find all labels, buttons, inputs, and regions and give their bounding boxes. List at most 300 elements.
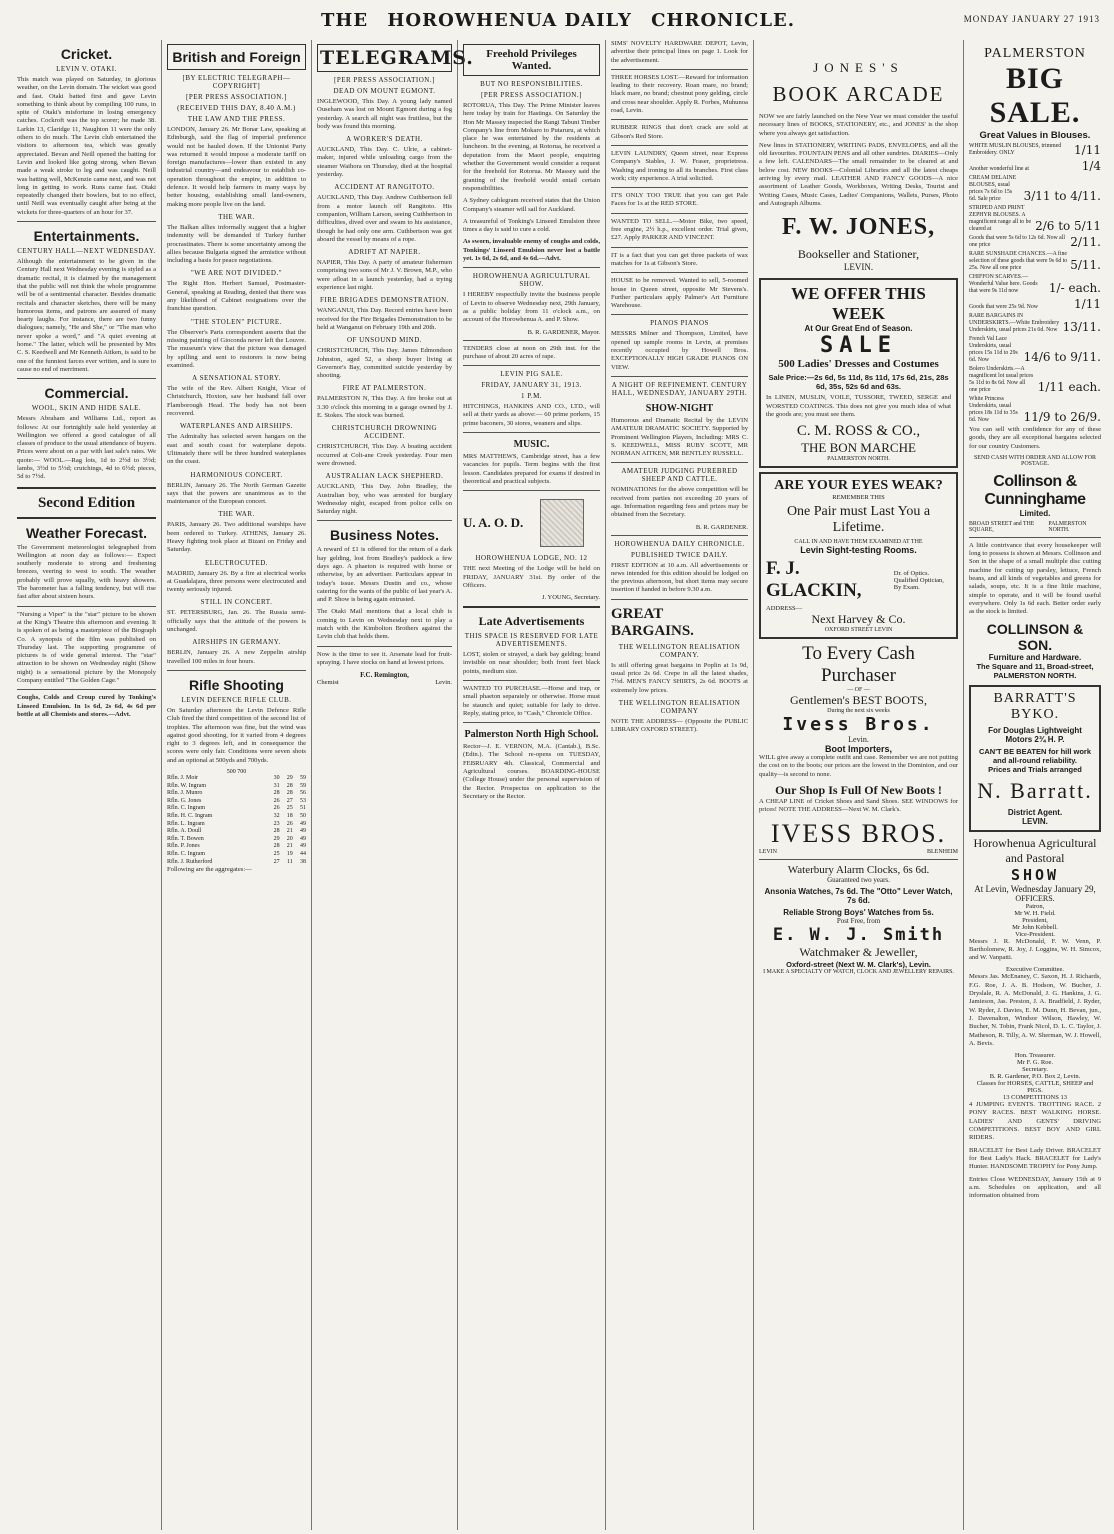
score-700: 21 — [286, 828, 293, 835]
great-bargains-heading: GREAT BARGAINS. — [611, 605, 694, 639]
divider — [463, 680, 600, 681]
score-name: Rfln. J. Rutherford — [167, 858, 213, 865]
motor-bike-notice: WANTED TO SELL.—Motor Bike, two speed, free engine, 2½ h.p., excellent order. Trial given, £27. Apply PARKER AND VINCENT. — [611, 217, 748, 242]
pianos-notice: MESSRS Milner and Thompson, Limited, have opened up sample rooms in Levin, at premises recently occupied by Howell Bros. EXCEPTIONALLY HIGH GRADE PIANOS ON VIEW. — [611, 330, 748, 371]
still-concert-heading: STILL IN CONCERT. — [200, 598, 273, 607]
uaod-emblem-image — [540, 499, 584, 547]
price-line-text: Goods that were 5s 6d to 12s 6d. Now all one price — [969, 235, 1065, 248]
laundry-notice: LEVIN LAUNDRY, Queen street, near Express Company's Stables, J. W. Fraser, proprietress. Washing and ironing to all its branches. First class work; city experience. A trial solicited. — [611, 149, 748, 182]
score-total: 59 — [300, 775, 306, 782]
price-line — [969, 336, 1101, 364]
score-total: 49 — [300, 820, 306, 827]
t4-heading: ADRIFT AT NAPIER. — [348, 248, 421, 257]
remington-ad: Now is the time to see it. Arsenate lead for fruit-spraying. I have stocks on hand at lowest prices. — [317, 650, 452, 666]
coughs-notice: Coughs, Colds and Croup cured by Tonking's Linseed Emulsion. In 1s 6d, 2s 6d, 4s 6d per bottle at all Chemists and stores.—Advt. — [17, 694, 156, 718]
t4-report: NAPIER, This Day. A party of amateur fishermen comprising two sons of Mr J. V. Brown, M.P., who were afloat in a launch yesterday, had a trying experience last night. — [317, 259, 452, 292]
sensational-heading: A SENSATIONAL STORY. — [192, 374, 281, 383]
otaki-mail-report: The Otaki Mail mentions that a local club is coming to Levin on Wednesday next to play a match with the Kimbolton Brothers against the Levin club that holds them. — [317, 608, 452, 641]
during-weeks: During the next six weeks — [827, 708, 890, 715]
score-name: Rfln. A. Doull — [167, 828, 202, 835]
jones-sub: Bookseller and Stationer, — [797, 247, 920, 262]
post-free: Post Free, from — [836, 916, 881, 925]
ross-name: C. M. ROSS & CO., — [796, 423, 921, 440]
column-freehold — [458, 40, 606, 1530]
call-in-note: CALL IN AND HAVE THEM EXAMINED AT THE — [794, 539, 923, 546]
price-line — [969, 297, 1101, 311]
palmerston-north: PALMERSTON NORTH. — [1048, 520, 1087, 533]
rifle-report: On Saturday afternoon the Levin Defence Rifle Club fired the third competition of the second list of trophies. The afternoon was fine, but the wind was against good shooting, for it varied from 4 degrees right to 3 degrees left, and in consequence the scores were only fair. Conditions were seven shots and an optional at 500yds and 700yds. — [167, 706, 306, 764]
patron-label: Patron, — [1025, 902, 1045, 910]
secretary-name: B. R. Gardener, P.O. Box 2, Levin. — [989, 1073, 1081, 1081]
shop-full: Our Shop Is Full Of New Boots ! — [775, 783, 942, 798]
divider — [17, 487, 156, 489]
price-line-price: 1/11 — [1074, 297, 1101, 311]
commercial-report: Messrs Abraham and Williams Ltd., report as follows: At our fortnightly sale held yesterday at Wellington we offered a good catalogue of all classes of produce to the usual attendance of buyers. Prices were about on a par with last sale's rates. We quote:— WOOL.—Rag lots, 1d to 2½d to 3½d; lambs, 3½d to 5½d; crutchings, 4d to 6½d; pieces, 5d to 7½d. — [17, 415, 156, 481]
t1-report: INGLEWOOD, This Day. A young lady named Ouseham was lost on Mount Egmont during a fog yesterday. A search all night was fruitless, but the body was found this morning. — [317, 98, 452, 130]
score-row — [167, 790, 306, 798]
not-divided-heading: "WE ARE NOT DIVIDED." — [190, 269, 283, 278]
ivess-levin: Levin. — [848, 735, 869, 745]
score-name: Rfln. J. Moir — [167, 775, 199, 782]
sight-rooms: Levin Sight-testing Rooms. — [800, 545, 917, 556]
send-cash-note: SEND CASH WITH ORDER AND ALLOW FOR POSTAGE. — [973, 454, 1097, 467]
t7-report: PALMERSTON N, This Day. A fire broke out at 3.30 o'clock this morning in a garage owned by J. E. Stokes. The stock was burned. — [317, 395, 452, 420]
stolen-picture-heading: "THE STOLEN" PICTURE. — [191, 317, 282, 326]
war2-report: PARIS, January 26. Two additional warships have been ordered to Turkey. ATHENS, January 26. Heavy fighting took place at Bizani on Friday and Saturday. — [167, 521, 306, 554]
rifle-heading: Rifle Shooting — [189, 676, 284, 693]
score-500: 30 — [273, 775, 280, 782]
only-true-notice: IT'S ONLY TOO TRUE that you can get Pale Faces for 1s at the RED STORE. — [611, 192, 748, 208]
title-horowhenua: HOROWHENUA DAILY — [387, 10, 632, 31]
commercial-heading: Commercial. — [44, 385, 129, 402]
score-name: Rfln. H. C. Ingram — [167, 813, 213, 819]
price-line — [969, 274, 1101, 295]
law-press-report: LONDON, January 26. Mr Bonar Law, speaking at Edinburgh, said the flag of imperial preference would not be hauled down. If the Unionist Party was returned it would impose a moderate tariff on foreign manufactures—lower than existed in any industrial country—and endeavour to establish co-operation throughout the empire, in addition to defence. It would help farmers in many ways by better housing, establishing small land-owners, making more people live on the land. — [167, 126, 306, 208]
agri-heading: HOROWHENUA AGRICULTURAL SHOW. — [472, 272, 591, 289]
watchmaker: Watchmaker & Jeweller, — [799, 944, 918, 959]
pig-sale-time: 1 P.M. — [520, 392, 543, 401]
score-500: 26 — [273, 797, 280, 804]
late-ads-sub: THIS SPACE IS RESERVED FOR LATE ADVERTISEMENTS. — [464, 632, 599, 649]
sims-notice: SIMS' NOVELTY HARDWARE DEPOT, Levin, advertise their principal lines on page 1. Look for the advertisement. — [611, 40, 748, 64]
pianos-heading: PIANOS PIANOS — [650, 319, 709, 328]
score-500: 26 — [273, 805, 280, 812]
freehold-sub2: [PER PRESS ASSOCIATION.] — [481, 91, 582, 99]
wellington-heading: THE WELLINGTON REALISATION COMPANY. — [618, 642, 741, 659]
law-press-heading: THE LAW AND THE PRESS. — [187, 115, 286, 123]
score-700: 26 — [286, 820, 293, 827]
divider — [463, 365, 600, 366]
remington-footer — [317, 679, 452, 686]
score-row — [167, 859, 306, 867]
score-700: 18 — [286, 813, 293, 819]
gents-boots: Gentlemen's BEST BOOTS, — [790, 693, 927, 708]
score-700: 27 — [286, 797, 293, 804]
airships-report: BERLIN, January 26. A new Zeppelin airship travelled 100 miles in four hours. — [167, 649, 306, 665]
t9-report: AUCKLAND, This Day. John Bradley, the Australian boy, who was arrested for burglary Wednesday night, escaped from police cells on Saturday night. — [317, 483, 452, 516]
chronicle-sub: PUBLISHED TWICE DAILY. — [631, 550, 728, 559]
offer-heading: WE OFFER THIS WEEK — [791, 284, 926, 324]
glackin-name: F. J. GLACKIN, — [766, 558, 862, 602]
vice-president-label: Vice-President. — [1015, 930, 1055, 938]
score-name: Rfln. C. Ingram — [167, 805, 205, 812]
entertainments-report: Although the entertainment to be given in the Century Hall next Wednesday evening is styled as a dramatic recital, it is claimed by the management that the public will not think the whole programme will be of a sentimental character. Besides dramatic recitals and character sketches, there will be many humorous items, and patrons are assured of many hearty laughs. For instance, there are two funny dialogues; namely, "He and She," or "The man who never spoke a word," and "A quiet evening at home." The latter, which will be presented by Mrs C. S. Keedwell and Mr Kenneth Aitken, is said to be one of the funniest farces ever written, and is sure to cause no end of merriment. — [17, 258, 156, 373]
price-line-price: 2/11. — [1070, 235, 1101, 249]
cash-line-2: Purchaser — [821, 665, 896, 687]
divider — [611, 314, 748, 315]
price-line-text: Bolero Underskirts.—A magnificent lot usual prices 5s 11d to 8s 6d. Now all one price — [969, 366, 1034, 393]
refinement-heading: A NIGHT OF REFINEMENT. CENTURY HALL, WEDNESDAY, JANUARY 29TH. — [611, 380, 748, 397]
divider — [17, 606, 156, 607]
price-line-price: 1/4 — [1081, 159, 1101, 173]
weather-heading: Weather Forecast. — [25, 524, 148, 541]
price-line-text: Another wonderful line at — [969, 166, 1030, 172]
score-row — [167, 828, 306, 836]
divider — [969, 537, 1101, 538]
agri-notice: I HEREBY respectfully invite the business people of Levin to observe Wednesday next, 29th January, as a public holiday from 11 o'clock a.m., on account of the Horowhenua A. and P. Show. — [463, 291, 600, 324]
t8-report: CHRISTCHURCH, This Day. A boating accident occurred at Colt-ane Creek yesterday. Four men were drowned. — [317, 443, 452, 467]
price-line-text: Goods that were 25s 9d. Now — [969, 304, 1038, 310]
entertainments-subheading: CENTURY HALL—NEXT WEDNESDAY. — [17, 247, 156, 256]
agent-town: LEVIN. — [1022, 816, 1048, 826]
score-500: 23 — [273, 820, 280, 827]
sensational-report: The wife of the Rev. Albert Knight, Vicar of Christchurch, Hoxton, saw her husband fall over Flamborough Head. The body has not been recovered. — [167, 385, 306, 418]
uaod-heading: U. A. O. D. — [463, 515, 524, 531]
waterplanes-report: The Admiralty has selected seven hangars on the east and south coast for waterplane depots. Ultimately there will be three hundred waterplanes on the coast. — [167, 433, 306, 466]
smith-name: E. W. J. Smith — [772, 924, 945, 945]
divider — [611, 376, 748, 377]
divider — [611, 213, 748, 214]
masthead — [10, 4, 1106, 38]
british-foreign-heading: British and Foreign — [172, 49, 301, 65]
president-name: Mr John Kebbell. — [1012, 923, 1058, 931]
matches-notice: IT is a fact that you can get three packets of wax matches for 1s at Gibson's Store. — [611, 251, 748, 267]
score-row — [167, 805, 306, 813]
collinson-son: COLLINSON & SON. — [986, 620, 1084, 653]
smith-address: Oxford-street (Next W. M. Clark's), Levin. — [786, 959, 931, 969]
amateur-sign: B. R. GARDENER. — [695, 523, 748, 531]
price-line-text: White Princess Underskirts, usual prices 18s 11d to 35s 6d. Now — [969, 396, 1018, 423]
t5-heading: FIRE BRIGADES DEMONSTRATION. — [320, 296, 449, 305]
show-date: At Levin, Wednesday January 29, — [974, 883, 1096, 894]
price-line — [969, 175, 1101, 203]
t7-heading: FIRE AT PALMERSTON. — [342, 384, 427, 393]
price-line-price: 14/6 to 9/11. — [1023, 350, 1101, 364]
remington-town: Levin. — [435, 679, 452, 687]
aggregates-note: Following are the aggregates:— — [167, 866, 252, 874]
t9-heading: AUSTRALIAN LACK SHEPHERD. — [325, 472, 444, 481]
still-concert-report: ST. PETERSBURG, Jan. 26. The Russia semi-officially says that the attitude of the powers is unchanged. — [167, 609, 306, 634]
telegrams-sub: [PER PRESS ASSOCIATION.] — [334, 76, 435, 84]
british-foreign-header — [167, 44, 306, 70]
score-500: 28 — [273, 790, 280, 797]
price-line-text: RARE SUNSHADE CHANCES.—A fine selection of these goods that were 9s 6d to 25s. Now all one price — [969, 251, 1068, 271]
column-local-news — [12, 40, 162, 1530]
show-night-heading: SHOW-NIGHT — [645, 402, 714, 414]
divider — [611, 272, 748, 273]
jones-name: F. W. JONES, — [781, 214, 936, 241]
price-line-price: 1/11 — [1074, 143, 1101, 157]
divider — [463, 432, 600, 433]
officers-heading: OFFICERS. — [1015, 893, 1055, 903]
bon-marche-ad — [759, 278, 958, 468]
t2-report: AUCKLAND, This Day. C. Ulrie, a cabinet-maker, injured while unloading cargo from the steamer Waihora on Thursday, died at the hospital yesterday. — [317, 146, 452, 179]
price-line-price: 5/11. — [1070, 258, 1101, 272]
broad-street-row — [969, 521, 1101, 533]
score-700: 20 — [286, 835, 293, 842]
price-line — [969, 205, 1101, 233]
remington-tag: Chemist — [317, 679, 339, 687]
barratt-name: N. Barratt. — [977, 777, 1093, 803]
score-500: 32 — [273, 813, 280, 819]
divider — [17, 378, 156, 379]
ivess-town-levin: LEVIN — [759, 848, 777, 855]
horses-lost-notice: THREE HORSES LOST.—Reward for information leading to their recovery. Roan mare, no brand; black mare, no brand; chestnut pony gelding, circle and cross near shoulder. Apply R. Forbes, Muhunoa road, Levin. — [611, 73, 748, 115]
score-total: 38 — [300, 858, 306, 865]
price-line-price: 1/- each. — [1048, 281, 1101, 295]
war2-heading: THE WAR. — [218, 510, 255, 519]
cant-be-beaten: CAN'T BE BEATEN for hill work and all-round reliability. — [978, 746, 1092, 765]
eyes-heading: ARE YOUR EYES WEAK? — [774, 478, 943, 494]
douglas-motors: For Douglas Lightweight Motors 2¾ H. P. — [988, 725, 1082, 744]
column-display-ads — [754, 40, 964, 1530]
shop-body: A CHEAP LINE of Cricket Shoes and Sand Shoes. SEE WINDOWS for prices! NOTE THE ADDRESS—Next W. M. Clark's. — [759, 798, 958, 814]
electrocuted-report: MADRID, January 26. By a fire at electrical works at Guadalajara, three persons were electrocuted and twenty seriously injured. — [167, 569, 306, 594]
of-line: — OF — — [847, 687, 870, 694]
price-line-price: 1/11 each. — [1037, 380, 1101, 394]
tenders-notice: TENDERS close at noon on 29th inst. for the purchase of about 20 acres of rape. — [463, 344, 600, 360]
title-the: THE — [321, 10, 369, 31]
price-line-text: CHIFFON SCARVES.—Wonderful Value here. Goods that were 9s 11d now — [969, 274, 1038, 294]
district-agent: District Agent. — [1007, 807, 1063, 817]
ivess-towns — [759, 849, 958, 855]
divider — [611, 119, 748, 120]
telegrams-heading: TELEGRAMS. — [320, 47, 474, 69]
reliable-watches: Reliable Strong Boys' Watches from 5s. — [783, 907, 934, 917]
score-700: 28 — [286, 790, 293, 797]
sale-note: You can sell with confidence for any of these goods, they are all exceptional bargains selected for our country Customers. — [969, 426, 1101, 450]
bon-marche-town: PALMERSTON NORTH. — [827, 456, 890, 463]
contrivance-notice: A little contrivance that every housekeeper will long to possess is shown at Messrs. Collinson and Son in the shape of a small multiple disc cutting machine for cutting up parsley, lettuce, French beans, and all kinds of vegetables and greens for salads, soups, etc. It is a fine little machine, simple to operate, and it will be found useful everywhere. Only 1s 6d each. Better order early as the stock is limited. — [969, 541, 1101, 616]
pig-sale-heading: LEVIN PIG SALE. — [500, 370, 563, 379]
cash-line-1: To Every Cash — [802, 643, 915, 665]
score-total: 56 — [300, 790, 306, 797]
emulsion-ad: As sworn, invaluable enemy of coughs and colds, Tonkings' Linseed Emulsion never lost a battle yet. 1s 6d, 2s 6d, and 4s 6d.—Advt. — [463, 238, 600, 263]
ansonia-watches: Ansonia Watches, 7s 6d. The "Otto" Lever Watch, 7s 6d. — [764, 886, 953, 905]
glackin-ad — [759, 472, 958, 639]
jones-town: LEVIN. — [843, 262, 874, 273]
remember-note: REMEMBER THIS — [832, 494, 885, 502]
president-label: President, — [1022, 916, 1048, 924]
waterplanes-heading: WATERPLANES AND AIRSHIPS. — [179, 422, 294, 431]
column-british-foreign — [162, 40, 312, 1530]
price-line-text: STRIPED AND PRINT ZEPHYR BLOUSES. A magnificent range all to be cleared at — [969, 205, 1032, 232]
lodge-sign: J. YOUNG, Secretary. — [541, 594, 600, 602]
stolen-picture-report: The Observer's Paris correspondent asserts that the missing painting of Gioconda never left the Louvre. The museum's view that the picture was damaged by spilling and sent to restorers is now being examined. — [167, 328, 306, 369]
collinson-cunninghame: Collinson & Cunninghame — [984, 472, 1086, 508]
received-note: (RECEIVED THIS DAY, 8.40 A.M.) — [177, 104, 296, 112]
byko-heading: BARRATT'S BYKO. — [993, 690, 1077, 722]
wellington-address: NOTE THE ADDRESS— (Opposite the PUBLIC LIBRARY OXFORD STREET). — [611, 717, 748, 734]
divider — [463, 606, 600, 608]
limited: Limited. — [1019, 508, 1051, 518]
pig-sale-date: FRIDAY, JANUARY 31, 1913. — [481, 381, 582, 390]
price-line-price: 11/9 to 26/9. — [1023, 410, 1101, 424]
column-palmerston-ads — [964, 40, 1106, 1530]
score-500: 27 — [273, 858, 280, 865]
jones-lines: New lines in STATIONERY, WRITING PADS, ENVELOPES, and all the old favourites. FOUNTAIN PENS and all other sundries. DIARIES—Only a few left. CALENDARS—The small remainder to be cleared at and below cost. NEW BOOKS—Colonial Libraries and all the latest cheaps arriving by every mail. LEATHER AND FANCY GOODS—A nice assortment of Leather Goods, Workboxes, Writing Desks, Tourist and Writing Cases, Music Cases, Ladies' Companions, Wallets, Purses, Photo and Autograph Albums. — [759, 141, 958, 207]
price-line-text: CREAM DELAINE BLOUSES, usual prices 7s 6d to 15s 6d. Sale price — [969, 175, 1017, 202]
copyright-note: [BY ELECTRIC TELEGRAPH—COPYRIGHT] — [182, 74, 291, 90]
high-school-heading: Palmerston North High School. — [464, 729, 599, 741]
weather-report: The Government meteorologist telegraphed from Wellington at noon day as follows:— Expect southerly moderate to strong and freshening breezes, veering to west to south. The weather probably will prove squally, with heavy showers. The barometer has a falling tendency, but will rise fast after about sixteen hours. — [17, 543, 156, 601]
furniture-hardware: Furniture and Hardware. — [988, 652, 1082, 662]
divider — [611, 599, 748, 600]
bracelet-note: BRACELET for Best Lady Driver. BRACELET for Best Lady's Hack. BRACELET for Lady's Hunter. HANDSOME TROPHY for Pony Jump. — [969, 1146, 1101, 1171]
divider — [463, 267, 600, 268]
divider — [611, 535, 748, 536]
score-700: 19 — [286, 850, 293, 857]
price-line — [969, 313, 1101, 334]
divider — [759, 859, 958, 860]
amateur-heading: AMATEUR JUDGING PUREBRED SHEEP AND CATTLE. — [621, 467, 738, 484]
divider — [611, 187, 748, 188]
divider — [167, 670, 306, 671]
waterbury-clocks: Waterbury Alarm Clocks, 6s 6d. — [787, 863, 930, 876]
divider — [17, 221, 156, 222]
pair-lifetime: One Pair must Last You a Lifetime. — [786, 504, 931, 536]
wellington-notice: Is still offering great bargains in Poplin at 1s 9d, usual price 2s 6d. Crepe in all the latest shades, 7½d. MEN'S FANCY SHIRTS, 2s 6d. BOOTS at extremely low prices. — [611, 661, 748, 694]
score-700: 29 — [286, 775, 293, 782]
airships-heading: AIRSHIPS IN GERMANY. — [192, 638, 281, 647]
divider — [463, 490, 600, 491]
price-line-text: French Val Lace Underskirts, usual prices 15s 11d to 29s 6d. Now — [969, 336, 1018, 363]
ladies-dresses: 500 Ladies' Dresses and Costumes — [778, 358, 939, 371]
commercial-subheading: WOOL, SKIN AND HIDE SALE. — [31, 404, 142, 413]
score-name: Rfln. G. Jones — [167, 797, 202, 804]
blouse-price-list — [969, 143, 1101, 424]
column-classifieds — [606, 40, 754, 1530]
score-name: Rfln. J. Munro — [167, 790, 203, 797]
price-line-price: 2/6 to 5/11 — [1035, 219, 1101, 233]
glackin-address-label: ADDRESS— — [766, 605, 803, 613]
t3-report: AUCKLAND, This Day. Andrew Cuthbertson fell from a motor launch off Rangitoto. His companion, William Larson, seeing Cuthbertson in difficulties, dived over and swam to his assistance, though he had only one arm. Cuthbertson was got aboard the vessel by means of a rope. — [317, 194, 452, 243]
score-name: Rfln. T. Bowen — [167, 835, 204, 842]
score-500: 29 — [273, 835, 280, 842]
jones-intro: NOW we are fairly launched on the New Year we must consider the useful necessary lines of BOOKS, STATIONERY, etc., and JONES' is the shop where you always get satisfaction. — [759, 113, 958, 137]
price-line — [969, 396, 1101, 424]
remington-name: F.C. Remington, — [360, 671, 409, 680]
t5-report: WANGANUI, This Day. Record entries have been received for the Fire Brigades Demonstration to be held at Wanganui on February 19th and 20th. — [317, 307, 452, 331]
score-row — [167, 775, 306, 783]
wellington-heading-2: THE WELLINGTON REALISATION COMPANY — [618, 698, 741, 715]
not-divided-report: The Right Hon. Herbert Samuel, Postmaster-General, speaking at Reading, denied that there was any likelihood of Cabinet resignations over the franchise question. — [167, 280, 306, 313]
t1-heading: DEAD ON MOUNT EGMONT. — [333, 87, 436, 95]
price-line-text: WHITE MUSLIN BLOUSES, trimmed Embroidery. ONLY — [969, 143, 1062, 156]
score-total: 59 — [300, 782, 306, 789]
score-total: 50 — [300, 813, 306, 819]
price-line-price: 3/11 to 4/11. — [1023, 189, 1101, 203]
divider — [317, 520, 452, 521]
palmerston-north-2: PALMERSTON NORTH. — [993, 670, 1077, 680]
newspaper-title — [10, 10, 1106, 31]
score-total: 49 — [300, 828, 306, 835]
cricket-report: This match was played on Saturday, in glorious weather, on the Levin domain. The wicket was good and fast. Otaki batted first and gave Levin something to think about by compiling 100 runs, in spite of Otaki's misfortune in losing emergency catches. Cockroft was the top scorer; he made 38. Larkin 13, Claridge 11, Naughton 11 were the only others to do much. The Levin club entertained the visitors to afternoon tea, which was greatly appreciated. Bevan and Neill opened the batting for Levin and looked like going strong, when Bevan made a weak stroke to leg and was caught. Neill was batting well, McKenzie came next, and was not long in getting to work. Runs came fast. Otaki repeatedly changed their bowlers, but to no effect, until Neill was eventually caught after being at the wickets for three-quarters of an hour for 37. — [17, 76, 156, 216]
divider — [611, 247, 748, 248]
competitions-note: 13 COMPETITIONS 13 — [1003, 1094, 1067, 1102]
business-report: A reward of £1 is offered for the return of a dark bay gelding, lost from Bradley's paddock a few days ago. A phaeton is required with horse or otherwise, by an advertiser. Particulars appear in today's issue. Messrs Dustin and co., whose catering for the wants of the public of last year's A. and P. Show is being again entrusted. — [317, 546, 452, 604]
byko-ad — [969, 685, 1101, 832]
second-edition-heading: Second Edition — [37, 494, 136, 511]
executive-names: Messrs Jas. McEnaney, C. Saxon, H. J. Richards, F.G. Roe, J. A. B. Hodson, W. Bucher, J. Dryslale, R. A. McDonald, J. G. Hankins, J. G. Jamieson, Jas. Preston, J. A. Bradfield, J. Ryder, W. Ryder, J. Davies, E. M. Dunn, H. Bevan, jun., J. Davenalton, Windsor Wilson, Hawley, W. Bucher, N. Tobin, Frank Nicol, D. L. C. Taylor, J. Matheson, R. Tilly, A. W. Sherman, W. J. Howell, A. Bevis. — [969, 973, 1101, 1047]
score-500: 28 — [273, 843, 280, 850]
score-row — [167, 813, 306, 821]
price-line — [969, 143, 1101, 157]
chronicle-heading: HOROWHENUA DAILY CHRONICLE. — [614, 539, 745, 548]
war-report: The Balkan allies informally suggest that a higher indemnity will be demanded if Turkey further procrastinates. There is some uncertainty among the allies because Bulgaria signed the armistice without including a basis for peace negotiations. — [167, 223, 306, 265]
house-notice: HOUSE to be removed. Wanted to sell, 5-roomed house in Queen street, opposite Mr Stevens's. Further particulars apply Palmer's Art Furniture Warehouse. — [611, 277, 748, 310]
ivess-town-blenheim: BLENHEIM — [927, 848, 958, 855]
war-heading: THE WAR. — [218, 212, 255, 221]
show-word: SHOW — [1010, 865, 1060, 884]
telegrams-header — [317, 44, 474, 72]
patron-name: Mr W. H. Field. — [1014, 909, 1056, 917]
freehold-heading: Freehold Privileges Wanted. — [486, 48, 577, 72]
treasurer-label: Hon. Treasurer. — [1014, 1052, 1056, 1060]
t8-heading: CHRISTCHURCH DROWNING ACCIDENT. — [331, 424, 438, 441]
t6-heading: OF UNSOUND MIND. — [346, 336, 423, 345]
lost-notice: LOST, stolen or strayed, a dark bay gelding; brand invisible on near shoulder; both front feet black points, medium size. — [463, 651, 600, 675]
events-note: 4 JUMPING EVENTS. TROTTING RACE. 2 PONY RACES. BEST WALKING HORSE. LADIES' AND GENTS' DRIVING COMPETITIONS. BEST BOY AND GIRL RIDERS. — [969, 1101, 1101, 1142]
harmonious-report: BERLIN, January 26. The North German Gazette says that the powers are unanimous as to the maintenance of the European concert. — [167, 481, 306, 506]
vice-president-names: Messrs J. R. McDonald, F. W. Venn, P. Bartholomew, R. Joy, J. Loggins, W. H. Simcox, and W. Vanpatti. — [969, 937, 1101, 962]
divider — [611, 462, 748, 463]
score-500: 31 — [273, 782, 280, 789]
score-500: 28 — [273, 828, 280, 835]
viper-notice: "Nursing a Viper" is the "star" picture to be shown at the King's Theatre this afternoon and evening. It is spoken of as being a masterpiece of the Biograph Co. A synopsis of the film was published on Thursday last. The supporting programme of pictures is of wide general interest. The "star" attraction to be shown on Wednesday night (Show night) is a sensational picture by the Monopoly Company entitled "The Golden Cage." — [17, 610, 156, 685]
divider — [611, 69, 748, 70]
column-telegrams — [312, 40, 474, 1530]
lodge-name: HOROWHENUA LODGE, NO. 12 — [475, 554, 588, 563]
rubber-rings-notice: RUBBER RINGS that don't crack are sold at Gibson's Red Store. — [611, 124, 748, 140]
price-line-price: 13/11. — [1062, 320, 1101, 334]
offer-sub: At Our Great End of Season. — [804, 324, 913, 334]
price-line-text: RARE BARGAINS IN UNDERSKIRTS.—White Embroidery Underskirts, usual prices 21s 6d. Now — [969, 313, 1060, 333]
harmonious-heading: HARMONIOUS CONCERT. — [190, 470, 283, 479]
freehold-sub: BUT NO RESPONSIBILITIES. — [480, 80, 583, 88]
rifle-subheading: LEVIN DEFENCE RIFLE CLUB. — [181, 695, 292, 704]
boot-importers: Boot Importers, — [824, 744, 892, 755]
music-heading: MUSIC. — [513, 439, 550, 451]
score-name: Rfln. W. Ingram — [167, 782, 206, 789]
palmerston-heading: PALMERSTON — [984, 46, 1086, 61]
square-address: The Square and 11, Broad-street, — [976, 661, 1094, 671]
glackin-row — [766, 558, 951, 602]
freehold-header — [463, 44, 600, 76]
broad-street: BROAD STREET and THE SQUARE, — [969, 520, 1035, 533]
great-values-heading: Great Values in Blouses. — [979, 130, 1091, 141]
score-700: 11 — [287, 858, 293, 865]
emulsion-note: A treasureful of Tonking's Linseed Emulsion three times a day is said to cure a cold. — [463, 217, 600, 234]
chronicle-notice: FIRST EDITION at 10 a.m. All advertisements or news intended for this edition should be lodged on the previous afternoon, but short items may secure insertion if handed in before 9.30 a.m. — [611, 561, 748, 594]
score-name: Rfln. C. Ingram — [167, 850, 205, 857]
bon-marche-name: THE BON MARCHE — [801, 440, 916, 456]
score-row — [167, 843, 306, 851]
price-line — [969, 251, 1101, 272]
score-name: Rfln. P. Jones — [167, 843, 200, 850]
uaod-block — [463, 495, 600, 551]
divider — [463, 722, 600, 723]
